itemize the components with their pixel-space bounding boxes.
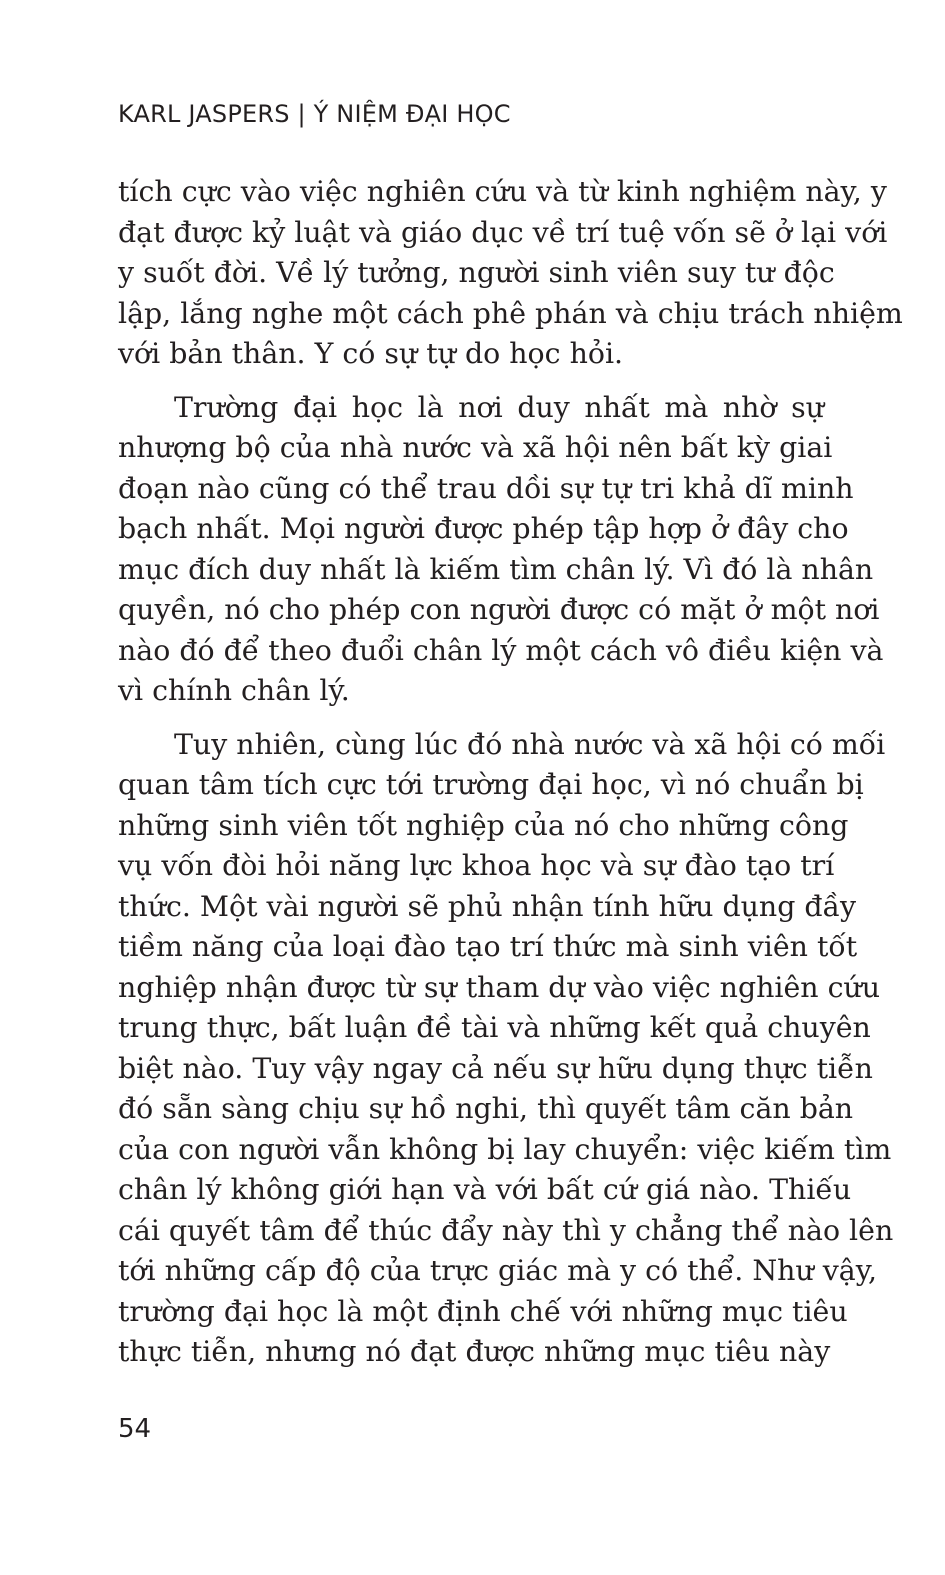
text-line: tới những cấp độ của trực giác mà y có thể. Như vậy,	[118, 1254, 878, 1287]
text-line: với bản thân. Y có sự tự do học hỏi.	[118, 337, 624, 370]
text-line: Trường đại học là nơi duy nhất mà nhờ sự	[174, 390, 824, 424]
running-header: KARL JASPERS | Ý NIỆM ĐẠI HỌC	[118, 100, 511, 128]
text-line: nhượng bộ của nhà nước và xã hội nên bất kỳ giai	[118, 431, 833, 464]
text-line: thực tiễn, nhưng nó đạt được những mục tiêu này	[118, 1335, 831, 1368]
text-line: những sinh viên tốt nghiệp của nó cho những công	[118, 808, 849, 842]
text-line: chân lý không giới hạn và với bất cứ giá nào. Thiếu	[118, 1173, 852, 1206]
text-line: cái quyết tâm để thúc đẩy này thì y chẳng thể nào lên	[118, 1213, 894, 1247]
text-line: biệt nào. Tuy vậy ngay cả nếu sự hữu dụng thực tiễn	[118, 1051, 873, 1085]
text-line: trung thực, bất luận đề tài và những kết quả chuyên	[118, 1011, 871, 1044]
text-line: trường đại học là một định chế với những mục tiêu	[118, 1294, 848, 1328]
text-line: tiềm năng của loại đào tạo trí thức mà sinh viên tốt	[118, 930, 858, 963]
text-line: thức. Một vài người sẽ phủ nhận tính hữu dụng đầy	[118, 889, 857, 923]
text-line: Tuy nhiên, cùng lúc đó nhà nước và xã hội có mối	[174, 727, 886, 761]
text-line: đoạn nào cũng có thể trau dồi sự tự tri khả dĩ minh	[118, 471, 854, 505]
text-line: của con người vẫn không bị lay chuyển: việc kiếm tìm	[118, 1132, 892, 1166]
paragraph-2	[118, 388, 884, 712]
text-line: nào đó để theo đuổi chân lý một cách vô điều kiện và	[118, 633, 884, 667]
text-line: mục đích duy nhất là kiếm tìm chân lý. Vì đó là nhân	[118, 552, 874, 586]
text-line: đạt được kỷ luật và giáo dục về trí tuệ vốn sẽ ở lại với	[118, 215, 888, 249]
text-line: vì chính chân lý.	[118, 674, 350, 707]
page-number: 54	[118, 1414, 152, 1444]
text-line: tích cực vào việc nghiên cứu và từ kinh nghiệm này, y	[118, 175, 887, 208]
text-line: quan tâm tích cực tới trường đại học, vì nó chuẩn bị	[118, 768, 864, 801]
text-line: bạch nhất. Mọi người được phép tập hợp ở đây cho	[118, 512, 849, 545]
text-line: nghiệp nhận được từ sự tham dự vào việc nghiên cứu	[118, 970, 881, 1004]
paragraph-3	[118, 725, 894, 1373]
text-line: vụ vốn đòi hỏi năng lực khoa học và sự đào tạo trí	[118, 849, 835, 882]
text-line: quyền, nó cho phép con người được có mặt ở một nơi	[118, 593, 880, 626]
text-line: đó sẵn sàng chịu sự hồ nghi, thì quyết tâm căn bản	[118, 1092, 854, 1125]
text-line: y suốt đời. Về lý tưởng, người sinh viên suy tư độc	[118, 256, 835, 289]
text-line: lập, lắng nghe một cách phê phán và chịu trách nhiệm	[118, 296, 903, 330]
paragraph-1	[118, 172, 903, 375]
body-text	[118, 172, 903, 1373]
